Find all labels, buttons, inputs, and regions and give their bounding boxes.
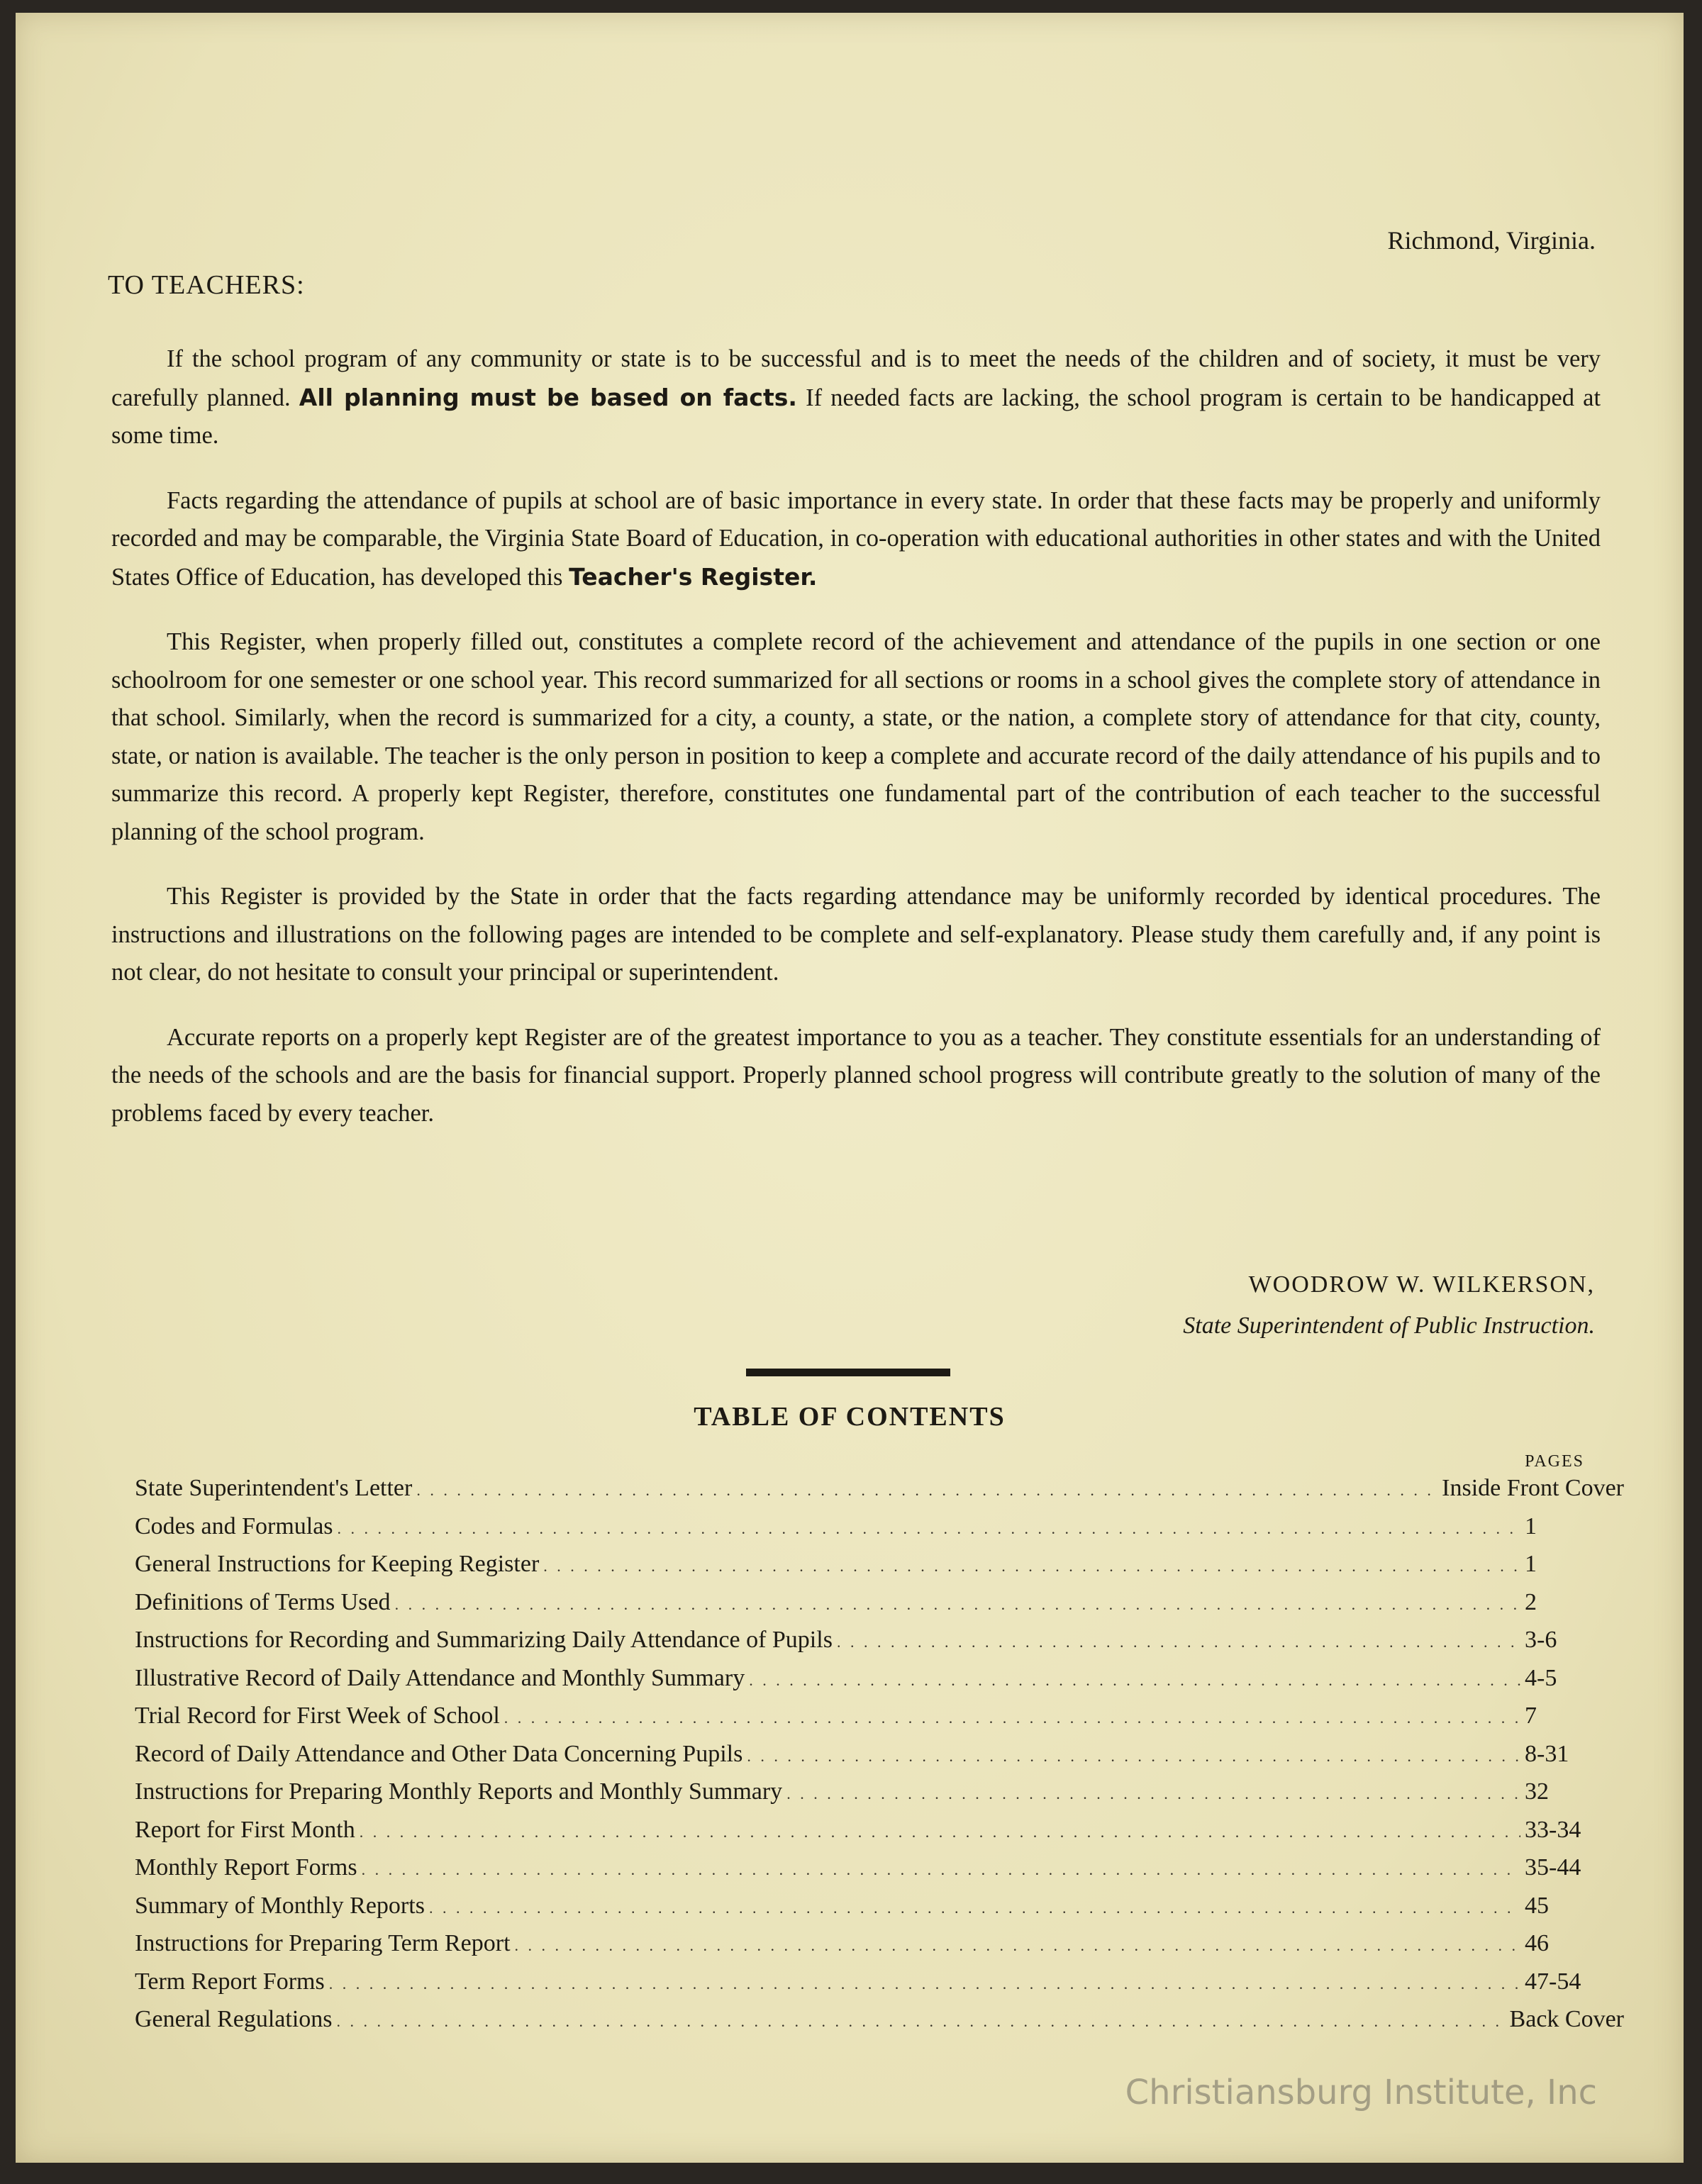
- toc-entry-label: Term Report Forms: [135, 1968, 325, 1995]
- toc-leader-dots: [749, 1665, 1520, 1692]
- toc-entry: [135, 1968, 1624, 2007]
- toc-entry-label: Definitions of Terms Used: [135, 1588, 391, 1615]
- toc-entry-page: 45: [1525, 1892, 1549, 1919]
- toc-title: TABLE OF CONTENTS: [694, 1402, 1006, 1432]
- toc-entry: [135, 1854, 1624, 1893]
- toc-entry-page: 3-6: [1525, 1627, 1557, 1653]
- toc-entry: [135, 1665, 1624, 1703]
- toc-list: [135, 1475, 1624, 2044]
- toc-entry-page: 32: [1525, 1778, 1549, 1805]
- toc-entry-page: Inside Front Cover: [1442, 1475, 1624, 1501]
- toc-entry-page: 47-54: [1525, 1968, 1581, 1995]
- letter-paragraph-1: [111, 340, 1601, 455]
- toc-entry: [135, 1551, 1624, 1589]
- toc-entry: [135, 1893, 1624, 1931]
- signature-name: WOODROW W. WILKERSON,: [1248, 1271, 1595, 1298]
- signature-block: [1183, 1264, 1595, 1347]
- toc-leader-dots: [515, 1930, 1520, 1957]
- p2-emphasis: Teacher's Register.: [569, 562, 818, 591]
- toc-leader-dots: [416, 1475, 1437, 1502]
- toc-entry: [135, 1778, 1624, 1817]
- toc-entry-label: Report for First Month: [135, 1816, 355, 1843]
- p2-text-a: Facts regarding the attendance of pupils at school are of basic importance in every state. In order that these facts may be properly and uniformly recorded and may be comparable, the Virginia State Board of Education, in co-operation with educational authorities in other states and with the United States Office of Education, has developed this: [111, 486, 1601, 591]
- toc-entry-page: 4-5: [1525, 1664, 1557, 1691]
- toc-leader-dots: [747, 1741, 1520, 1768]
- toc-entry-label: Instructions for Recording and Summarizing Daily Attendance of Pupils: [135, 1627, 833, 1653]
- toc-entry: [135, 1817, 1624, 1855]
- toc-entry-label: Trial Record for First Week of School: [135, 1703, 500, 1729]
- p1-emphasis: All planning must be based on facts.: [299, 383, 797, 411]
- toc-entry-label: Instructions for Preparing Term Report: [135, 1930, 511, 1956]
- toc-entry-label: Monthly Report Forms: [135, 1854, 357, 1881]
- section-divider: [746, 1369, 950, 1376]
- signature-title: State Superintendent of Public Instruction.: [1183, 1313, 1595, 1339]
- toc-entry-page: 2: [1525, 1588, 1537, 1615]
- toc-entry-label: General Regulations: [135, 2006, 333, 2032]
- toc-leader-dots: [429, 1893, 1520, 1920]
- letter-paragraph-3: This Register, when properly filled out, constitutes a complete record of the achievement and attendance of the pupils in one section or one schoolroom for one semester or one school year. This record summarized for all sections or rooms in a school gives the complete story of attendance in that school. Similarly, when the record is summarized for a city, a county, a state, or the nation, a complete story of attendance for that city, county, state, or nation is available. The teacher is the only person in position to keep a complete and accurate record of the daily attendance of his pupils and to summarize this record. A properly kept Register, therefore, constitutes one fundamental part of the contribution of each teacher to the successful planning of the school program.: [111, 628, 1601, 845]
- document-page: [16, 13, 1684, 2163]
- toc-entry: [135, 1930, 1624, 1968]
- toc-entry-page: Back Cover: [1509, 2006, 1624, 2032]
- toc-leader-dots: [362, 1854, 1520, 1881]
- toc-leader-dots: [837, 1627, 1520, 1654]
- letter-paragraph-5: Accurate reports on a properly kept Register are of the greatest importance to you as a teacher. They constitute essentials for an understanding of the needs of the schools and are the basis for financial support. Properly planned school progress will contribute greatly to the solution of many of the problems faced by every teacher.: [111, 1023, 1601, 1127]
- toc-entry-label: Record of Daily Attendance and Other Data Concerning Pupils: [135, 1740, 743, 1767]
- place-line: Richmond, Virginia.: [1387, 226, 1596, 255]
- watermark: Christiansburg Institute, Inc: [1125, 2073, 1597, 2112]
- toc-pages-header: PAGES: [1525, 1452, 1584, 1471]
- p1-text-b: If needed facts are lacking, the school program is certain to be handicapped at some time.: [111, 384, 1601, 449]
- toc-entry: [135, 1589, 1624, 1627]
- toc-entry: [135, 2006, 1624, 2044]
- toc-entry-label: Illustrative Record of Daily Attendance and Monthly Summary: [135, 1664, 745, 1691]
- letter-body: [111, 340, 1601, 1159]
- toc-entry-page: 1: [1525, 1512, 1537, 1539]
- toc-leader-dots: [504, 1703, 1520, 1729]
- toc-entry-label: General Instructions for Keeping Register: [135, 1551, 540, 1577]
- toc-entry: [135, 1513, 1624, 1551]
- toc-entry: [135, 1475, 1624, 1513]
- toc-entry-label: State Superintendent's Letter: [135, 1475, 413, 1501]
- toc-leader-dots: [338, 1513, 1520, 1540]
- p1-text-a: If the school program of any community or state is to be successful and is to meet the needs of the children and of society, it must be very carefully planned.: [111, 345, 1601, 411]
- toc-leader-dots: [337, 2006, 1506, 2033]
- toc-entry-label: Codes and Formulas: [135, 1512, 333, 1539]
- toc-entry-label: Instructions for Preparing Monthly Reports and Monthly Summary: [135, 1778, 783, 1805]
- toc-leader-dots: [543, 1551, 1520, 1578]
- salutation: TO TEACHERS:: [108, 270, 305, 300]
- toc-entry-page: 33-34: [1525, 1816, 1581, 1843]
- letter-paragraph-4: This Register is provided by the State in order that the facts regarding attendance may be uniformly recorded by identical procedures. The instructions and illustrations on the following pages are intended to be complete and self-explanatory. Please study them carefully and, if any point is not clear, do not hesitate to consult your principal or superintendent.: [111, 883, 1601, 986]
- toc-entry: [135, 1703, 1624, 1741]
- toc-entry: [135, 1741, 1624, 1779]
- toc-leader-dots: [395, 1589, 1520, 1616]
- toc-entry-page: 1: [1525, 1551, 1537, 1577]
- toc-leader-dots: [329, 1968, 1520, 1995]
- letter-paragraph-2: [111, 482, 1601, 597]
- toc-entry-page: 7: [1525, 1703, 1537, 1729]
- toc-entry-page: 46: [1525, 1930, 1549, 1956]
- toc-entry-label: Summary of Monthly Reports: [135, 1892, 425, 1919]
- toc-leader-dots: [360, 1817, 1520, 1844]
- toc-entry-page: 8-31: [1525, 1740, 1569, 1767]
- toc-entry: [135, 1627, 1624, 1665]
- toc-entry-page: 35-44: [1525, 1854, 1581, 1881]
- toc-leader-dots: [786, 1778, 1520, 1805]
